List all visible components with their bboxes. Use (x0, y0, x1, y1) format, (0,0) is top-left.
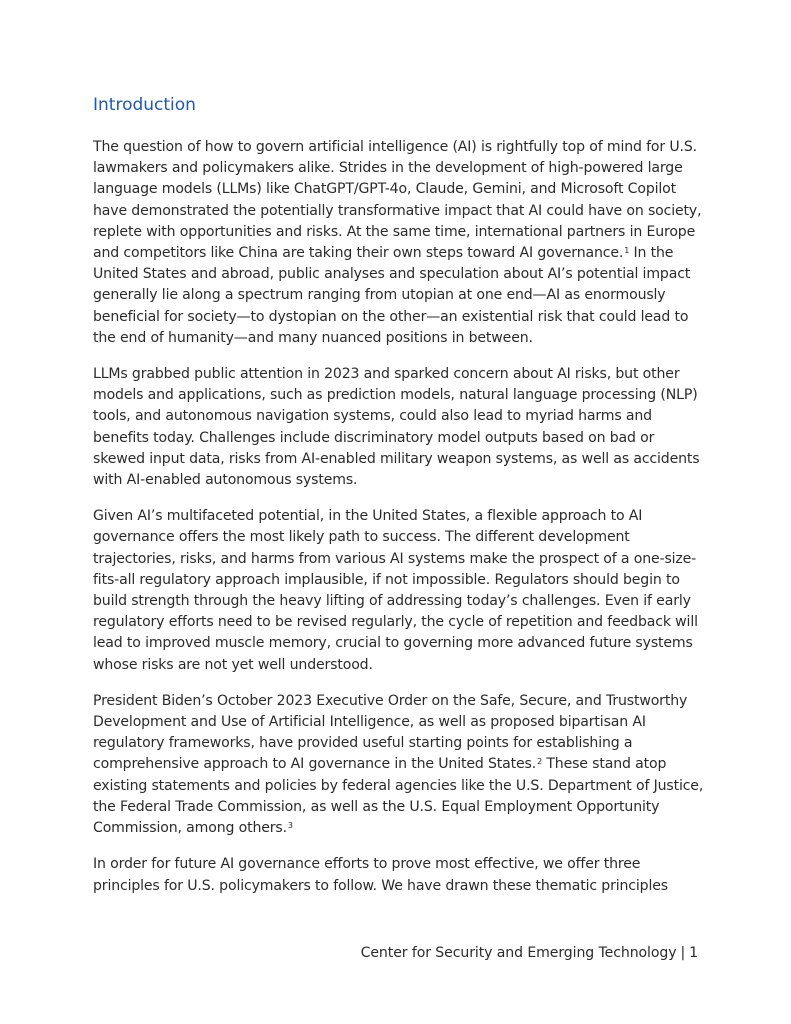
footnote-ref-2[interactable]: 2 (537, 757, 543, 767)
paragraph-2 (93, 364, 705, 491)
footnote-ref-1[interactable]: 1 (624, 245, 630, 255)
page-footer (361, 943, 698, 964)
paragraph-1-text: The question of how to govern artificial intelligence (AI) is rightfully top of mind for U.S. lawmakers and policymakers alike. Strides in the development of high-powered large language models (LLMs) like ChatGPT/GPT-4o, Claude, Gemini, and Microsoft Copilot have demonstrated the potentially transformative impact that AI could have on society, replete with opportunities and risks. At the same time, international partners in Europe and competitors like China are taking their own steps toward AI governance. (93, 139, 702, 262)
paragraph-2-text: LLMs grabbed public attention in 2023 and sparked concern about AI risks, but other models and applications, such as prediction models, natural language processing (NLP) tools, and autonomous navigation systems, could also lead to myriad harms and benefits today. Challenges include discriminatory model outputs based on bad or skewed input data, risks from AI-enabled military weapon systems, as well as accidents with AI-enabled autonomous systems. (93, 366, 700, 489)
paragraph-3 (93, 506, 705, 676)
paragraph-4-text-after: These stand atop existing statements and policies by federal agencies like the U.S. Department of Justice, the Federal Trade Commission, as well as the U.S. Equal Employment Opportunity Commission, among others. (93, 756, 704, 837)
paragraph-4-text: President Biden’s October 2023 Executive Order on the Safe, Secure, and Trustworthy Development and Use of Artificial Intelligence, as well as proposed bipartisan AI regulatory frameworks, have provided useful starting points for establishing a comprehensive approach to AI governance in the United States. (93, 692, 688, 773)
paragraph-3-text: Given AI’s multifaceted potential, in the United States, a flexible approach to AI governance offers the most likely path to success. The different development trajectories, risks, and harms from various AI systems make the prospect of a one-size-fits-all regulatory approach implausible, if not impossible. Regulators should begin to build strength through the heavy lifting of addressing today’s challenges. Even if early regulatory efforts need to be revised regularly, the cycle of repetition and feedback will lead to improved muscle memory, crucial to governing more advanced future systems whose risks are not yet well understood. (93, 508, 698, 673)
paragraph-1-text-after: In the United States and abroad, public analyses and speculation about AI’s potential impact generally lie along a spectrum ranging from utopian at one end—AI as enormously beneficial for society—to dystopian on the other—an existential risk that could lead to the end of humanity—and many nuanced positions in between. (93, 245, 691, 346)
page-number: 1 (689, 945, 698, 961)
paragraph-5-text: In order for future AI governance efforts to prove most effective, we offer three principles for U.S. policymakers to follow. We have drawn these thematic principles (93, 856, 668, 894)
section-heading: Introduction (93, 95, 196, 115)
paragraph-4 (93, 691, 705, 839)
paragraph-1 (93, 137, 705, 349)
footer-separator: | (680, 945, 686, 961)
footer-org-name: Center for Security and Emerging Technology (360, 945, 677, 961)
body-text (93, 137, 705, 912)
footnote-ref-3[interactable]: 3 (287, 820, 293, 830)
paragraph-5 (93, 854, 705, 896)
